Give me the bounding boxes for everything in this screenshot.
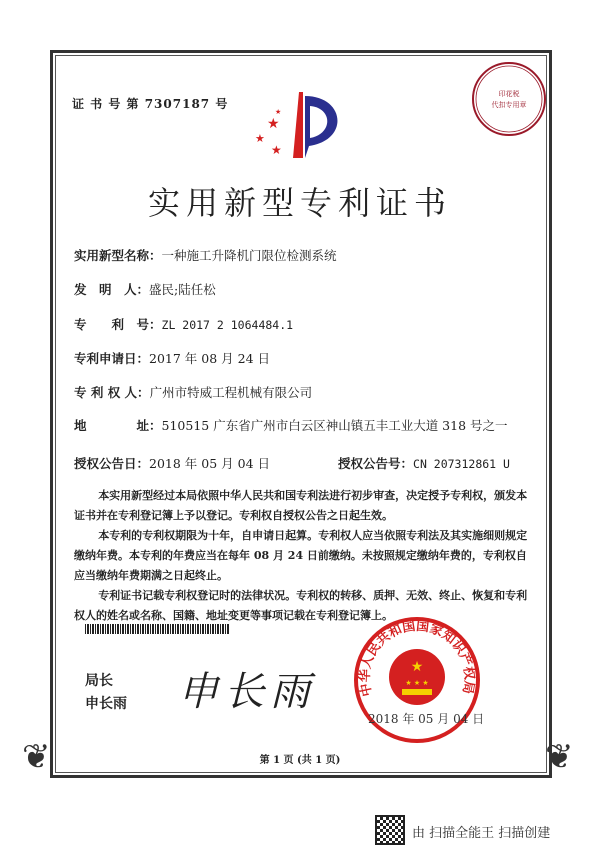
- certificate-number: 证 书 号 第 7307187 号: [72, 97, 229, 111]
- field-value: 2017 年 08 月 24 日: [149, 351, 271, 366]
- field-label: 专利申请日：: [74, 351, 150, 366]
- field-label: 专 利 号：: [74, 317, 162, 332]
- field-label: 授权公告日：: [74, 456, 150, 471]
- svg-text:★: ★: [255, 132, 265, 145]
- svg-text:★: ★: [410, 659, 424, 675]
- field-application-date: [74, 349, 270, 367]
- director-signature: 申长雨: [178, 669, 316, 715]
- field-value: ZL 2017 2 1064484.1: [161, 318, 294, 332]
- field-patentee: [74, 383, 312, 401]
- field-inventor: [74, 280, 216, 298]
- field-value: 510515 广东省广州市白云区神山镇五丰工业大道 318 号之一: [161, 418, 508, 433]
- field-value: 盛民;陆任松: [149, 282, 216, 297]
- tax-stamp: [470, 60, 548, 138]
- svg-text:★: ★: [267, 116, 280, 132]
- field-label: 地 址：: [74, 418, 162, 433]
- svg-text:★: ★: [271, 143, 282, 157]
- field-label: 实用新型名称：: [74, 248, 162, 263]
- field-announcement-number: [338, 454, 510, 472]
- svg-text:★ ★ ★: ★ ★ ★: [405, 679, 429, 687]
- paragraph: 本实用新型经过本局依照中华人民共和国专利法进行初步审查，决定授予专利权，颁发本证书并在专利登记簿上予以登记。专利权自授权公告之日起生效。: [74, 489, 528, 522]
- qr-code-icon: [375, 815, 405, 845]
- field-value: 一种施工升降机门限位检测系统: [161, 248, 337, 263]
- field-utility-name: [74, 246, 337, 264]
- field-value: 广州市特威工程机械有限公司: [149, 385, 313, 400]
- ornament-corner-icon: ❦: [22, 737, 51, 777]
- paragraph: 本专利的专利权期限为十年，自申请日起算。专利权人应当依照专利法及其实施细则规定缴纳年费。本专利的年费应当在每年 08 月 24 日前缴纳。未按照规定缴纳年费的，专利权自应当缴纳年费期满之日起终止。: [74, 529, 528, 582]
- field-label: 发 明 人：: [74, 282, 150, 297]
- field-label: 授权公告号：: [338, 456, 414, 471]
- director-name: 申长雨: [85, 696, 127, 712]
- paragraph: 专利证书记载专利权登记时的法律状况。专利权的转移、质押、无效、终止、恢复和专利权人的姓名或名称、国籍、地址变更等事项记载在专利登记簿上。: [74, 589, 528, 622]
- ornament-corner-icon: ❦: [545, 737, 574, 777]
- page-title: 实用新型专利证书: [147, 184, 452, 222]
- scan-watermark: 由 扫描全能王 扫描创建: [412, 826, 551, 841]
- seal-date: 2018 年 05 月 04 日: [368, 712, 485, 726]
- cnipa-logo-icon: [255, 90, 345, 160]
- svg-text:中华人民共和国国家知识产权局: 中华人民共和国国家知识产权局: [357, 618, 477, 698]
- barcode: [85, 624, 230, 634]
- svg-text:代扣专用章: 代扣专用章: [491, 101, 527, 109]
- svg-text:★: ★: [275, 108, 282, 116]
- director-title: 局长: [85, 673, 113, 689]
- field-grant-date: [74, 454, 270, 472]
- field-patent-number: [74, 315, 293, 333]
- field-label: 专 利 权 人：: [74, 385, 150, 400]
- field-value: 2018 年 05 月 04 日: [149, 456, 271, 471]
- field-address: [74, 418, 514, 434]
- page-number: 第 1 页 (共 1 页): [259, 755, 341, 766]
- svg-text:印花税: 印花税: [498, 90, 520, 98]
- field-value: CN 207312861 U: [413, 457, 510, 471]
